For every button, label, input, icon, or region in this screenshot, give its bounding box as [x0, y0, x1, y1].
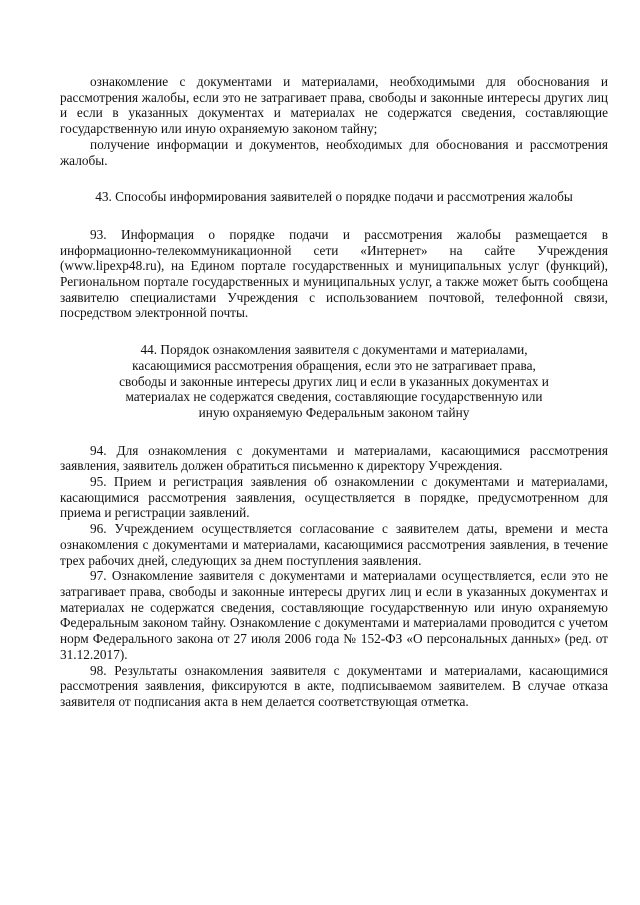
section-44-heading: 44. Порядок ознакомления заявителя с документами и материалами, касающимися рассмотрения обращения, если это не затрагивает права, свободы и законные интересы других лиц и если в указанных документах и материалах не содержатся сведения, составляющие государственную или иную охраняемую Федеральным законом тайну: [119, 342, 549, 420]
document-page: [60, 74, 608, 710]
paragraph-review-documents: ознакомление с документами и материалами, необходимыми для обоснования и рассмотрения жалобы, если это не затрагивает права, свободы и законные интересы других лиц и если в указанных документах и материалах не содержатся сведения, составляющие государственную или иную охраняемую законом тайну;: [60, 74, 608, 137]
paragraph-94: 94. Для ознакомления с документами и материалами, касающимися рассмотрения заявления, заявитель должен обратиться письменно к директору Учреждения.: [60, 442, 608, 474]
paragraph-obtain-information: получение информации и документов, необходимых для обоснования и рассмотрения жалобы.: [60, 136, 608, 168]
paragraph-95: 95. Прием и регистрация заявления об ознакомлении с документами и материалами, касающимися рассмотрения заявления, осуществляется в порядке, предусмотренном для приема и регистрации заявлений.: [60, 474, 608, 521]
paragraph-98: 98. Результаты ознакомления заявителя с документами и материалами, касающимися рассмотрения заявления, фиксируются в акте, подписываемом заявителем. В случае отказа заявителя от подписания акта в нем делается соответствующая отметка.: [60, 662, 608, 709]
paragraph-96: 96. Учреждением осуществляется согласование с заявителем даты, времени и места ознакомления с документами и материалами, касающимися рассмотрения заявления, в течение трех рабочих дней, следующих за днем поступления заявления.: [60, 521, 608, 568]
section-43-heading: 43. Способы информирования заявителей о порядке подачи и рассмотрения жалобы: [95, 189, 573, 205]
paragraph-97: 97. Ознакомление заявителя с документами и материалами осуществляется, если это не затрагивает права, свободы и законные интересы других лиц и если в указанных документах и материалах не содержатся сведения, составляющие государственную или иную охраняемую Федеральным законом тайну. Ознакомление с документами и материалами проводится с учетом норм Федерального закона от 27 июля 2006 года № 152-ФЗ «О персональных данных» (ред. от 31.12.2017).: [60, 568, 608, 662]
paragraph-93: 93. Информация о порядке подачи и рассмотрения жалобы размещается в информационно-телекоммуникационной сети «Интернет» на сайте Учреждения (www.lipexp48.ru), на Едином портале государственных и муниципальных услуг (функций), Региональном портале государственных и муниципальных услуг, а также может быть сообщена заявителю специалистами Учреждения с использованием почтовой, телефонной связи, посредством электронной почты.: [60, 226, 608, 321]
